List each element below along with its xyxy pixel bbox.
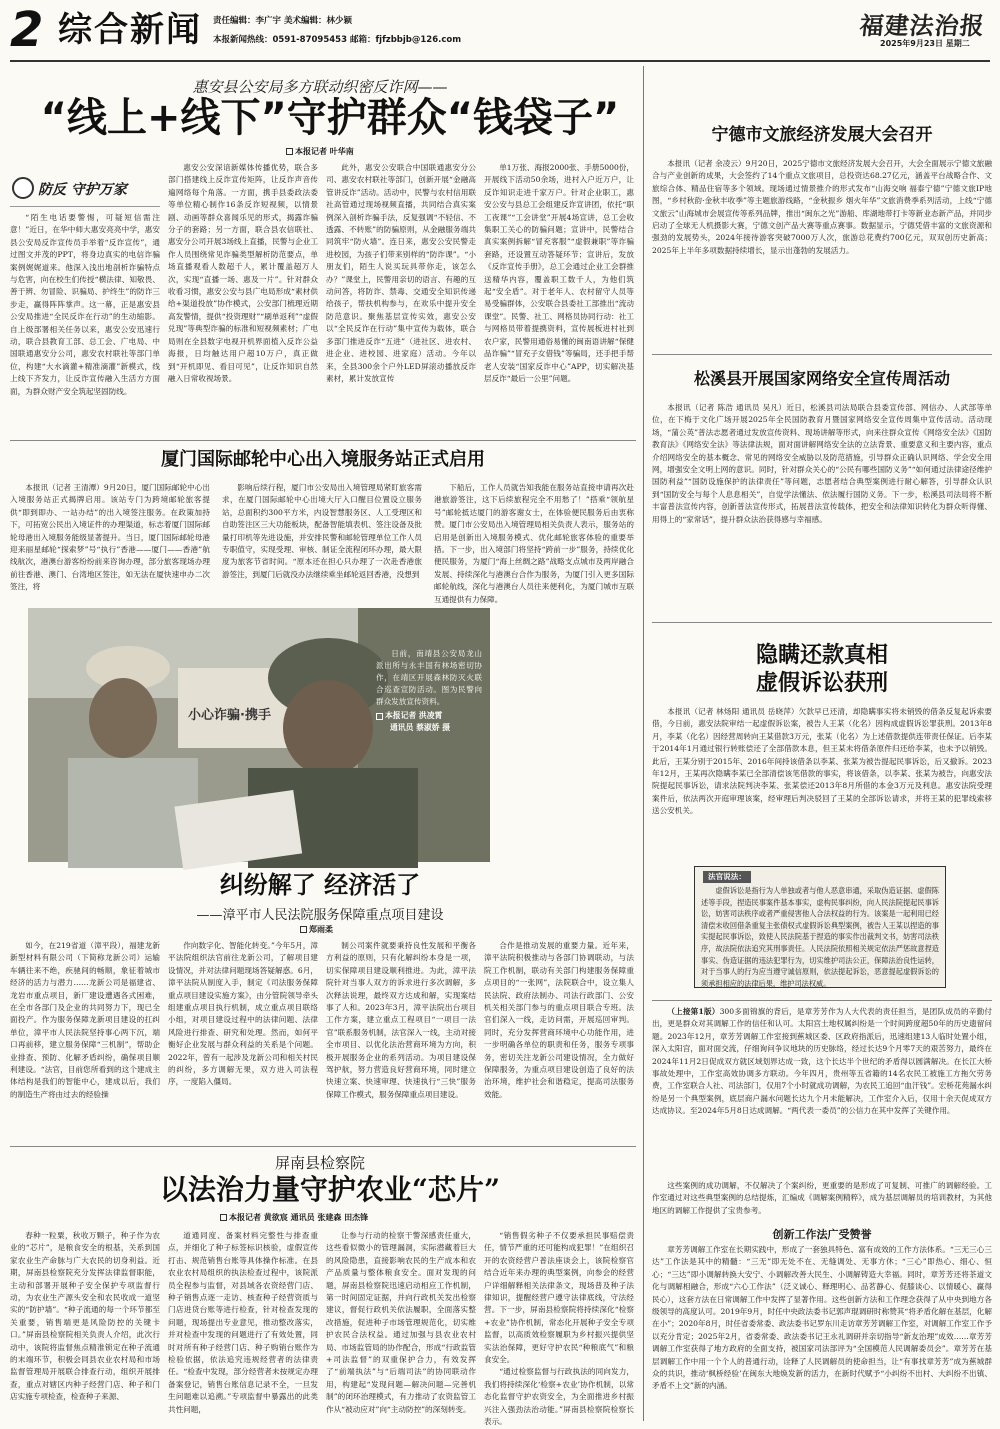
procuratorate-column-2 (168, 1230, 318, 1420)
judge-tip-label: 法官说法： (703, 871, 751, 883)
photo-credit-1 (376, 710, 482, 722)
continued-col1-text: 300多面锦旗的背后，是章芳芳作为人大代表的责任担当，是团队成员的辛勤付出，更是群众对其调解工作的信任和认可。太阳宫土地权属纠纷是一个时间跨度超50年的历史遗留问题。2023年12月，章芳芳调解工作室接到蕉城区委、区政府指派后，迅速组建13人临时处置小组，深入太阳宫，面对面交流，仔细询问争议地块的历史脉络，经过长达9个月零7天的艰苦努力，最终在2024年11月2日促成双方就区域划界达成一致，这个长达半个世纪的矛盾得以圆满解决。在长江大桥事故处理中，工作室高效协调多方联动。今年四月，贵州等五省籍的14名农民工被施工方拖欠劳务费，工作室联合人社、司法部门，仅用7个小时就成功调解，为农民工追回“血汗钱”。宏桥花苑漏水纠纷是另一个典型案例，底层商户漏水问题长达九个月未能解决，工作室介入后，仅用十余天促成双方达成协议。至2024年5月8日达成调解。“两代表一委员”的公信力在其中发挥了关键作用。 (652, 1007, 992, 1116)
photo-caption: 日前，南靖县公安局龙山派出所与永丰国有林场密切协作，在靖区开展森林防灭火联合巡查宣防活动。图为民警向群众发放宣传资料。 (376, 649, 482, 706)
right-rule-1 (652, 354, 992, 355)
judge-tip-text: 虚假诉讼是指行为人单独或者与他人恶意串通，采取伪造证据、虚假陈述等手段，捏造民事案件基本事实，虚构民事纠纷，向人民法院提起民事诉讼，妨害司法秩序或者严重侵害他人合法权益的行为。该案是一起利用已经清偿未收回借条重复主张债权式虚假诉讼典型案例，被告人王某以捏造的事实提起民事诉讼，致使人民法院基于捏造的事实作出裁判文书，妨害司法秩序，故法院依法追究其刑事责任。人民法院依照相关规定依法严惩故意捏造事实、伪造证据的违法犯罪行为，切实维护司法公正，保障法治良性运转，对于当事人的行为应当遵守诚信原则，依法提起诉讼，恶意提起虚假诉讼的须承担相应的法律后果，维护司法权威。 (701, 886, 939, 988)
continued-column-2 (652, 1180, 992, 1218)
court-column-1 (10, 940, 160, 1138)
xiamen-col2-text: 影响后续行程，厦门市公安局出入境管理局紧盯旅客需求，在厦门国际邮轮中心出境大厅入口醒目位置设立服务站，总面积约300平方米，内设智慧服务区、人工受理区和自助签注区三大功能板块，配备智能填表机、签注设备及批量打印机等先进设施，并安排民警和邮轮管理单位工作人员专职值守，实现受理、审核、制证全流程闭环办理，最大限度为旅客节省时间。“原本还在担心只办理了一次赴香港旅游签注，到厦门后就没办法继续乘坐邮轮返回香港，没想到 (222, 483, 422, 579)
songxi-headline: 松溪县开展国家网络安全宣传周活动 (693, 369, 950, 388)
lead-column-3 (326, 162, 476, 434)
byline-box-icon (286, 148, 293, 155)
court-column-3 (326, 940, 476, 1138)
court-col4-text: 合作是推动发展的重要力量。近年来，漳平法院积极推动与各部门协调联动，与法院工作机制，联动有关部门构建服务保障重点项目的“一张网”，法院联合中，设立集人民法院、政府法制办、司法行政部门、公安机关相关部门参与的重点项目联合专班。法官们深入一线，走访问需，开展巡回审判。同时，充分发挥营商环境中心功能作用，进一步明确各单位的职责和任务，服务专项事务，密切关注龙新公司建设情况，全力做好保障服务，为重点项目建设创造了良好的法治环境，维护社会和谐稳定，提高司法服务效能。 (484, 941, 634, 1099)
court-byline (300, 924, 333, 935)
ningde-body-text: 本报讯（记者 余凌云）9月20日，2025宁德市文旅经济发展大会召开，大会全面展示宁德文旅融合与产业创新的成果，大会签约了14个重点文旅项目，总投资达68.27亿元，涵盖平台战略合作、文旅综合体、精品住宿等多个领域。现场通过情景推介的形式发布“山海交响 福泰宁德”宁德文旅IP地图，“乡村秋韵·金秋丰收季”等主题旅游线路，“金秋振乡 烟火年华”文旅消费季系列活动，上线“宁德文旅云”山海城市会展宣传等系列品牌，推出“闽东之光”游船、库湖地带打卡等新业态新产品，并同步启动了全球无人机摄影大赛，宁德文创产品大赛等重点赛事。数据显示，宁德凭借丰富的文旅资源和强劲的发展势头，2024年接待游客突破7000万人次，旅游总花费约700亿元，双双创历史新高；2025年上半年多项数据持续增长，显示出蓬勃的发展活力。 (652, 159, 992, 255)
court-col2-text: 作向数字化、智能化转变。”今年5月，漳平法院组织法官前往龙新公司，了解项目建设情况，并对法律问题现场答疑解惑。6月，漳平法院从制度入手，制定《司法服务保障重点项目建设实施方案》，由分管院领导牵头组建重点项目执行机制，成立重点项目联络小组，对项目建设过程中的法律问题、法律风险进行排查、研究和处理。然而，如何平衡好企业发展与群众利益的关系是个问题。2022年，曾有一起涉及龙新公司和相关村民的纠纷，多方调解无果，双方进入司法程序，一度陷入僵局。 (168, 941, 318, 1087)
news-photo (28, 608, 490, 862)
procuratorate-col1-text: 春种一粒粟，秋收万颗子，种子作为农业的“芯片”，是粮食安全的根基，关系到国家农业生产命脉与广大农民的切身利益。近期，屏南县检察院充分发挥法律监督职能，主动和部署开展种子安全保护专项监督行动，为农业生产源头安全和农民收成一道坚实的“防护墙”。“种子流通的每一个环节都至关重要，销售端更是风险防控的关键卡口。”屏南县检察院相关负责人介绍，此次行动中，该院将监督焦点精准锁定在种子流通的末端环节，积极会同县农业农村局和市场监督管理局开展联合排查行动，组织开展排查，重点对辖区内种子经营门店、种子和门店实施专项检查，检查种子来源、 (10, 1231, 160, 1402)
continued-column-3 (652, 1244, 992, 1420)
court-col3-text: 制公司案件就要秉持良性发展和平衡各方利益的原则，只有化解纠纷本身是一项，切实保障项目建设顺利推进。为此，漳平法院针对当事人双方的诉求进行多次调解，多次释法说理，最终双方达成和解，实现案结事了人和。2023年3月，漳平法院出台项目工作方案，建立重点工程项目“一项目一法官”联系服务机制，法官深入一线，主动对接全市项目、以优化法治营商环境为方向，积极开展服务企业的系列活动。为项目建设保驾护航，努力营造良好营商环境，同时建立快速立案、快速审理、快速执行“三快”服务保障工作模式，服务保障重点项目建设。 (326, 941, 476, 1099)
masthead (0, 0, 1000, 62)
xiamen-column-3 (434, 482, 634, 604)
anti-fraud-logo-icon (12, 177, 34, 199)
xiamen-rule (10, 440, 636, 441)
court-col1-text: 如今，在219省道（漳平段），福建龙新新型材料有限公司（下简称龙新公司）运输车辆往来不绝，疾驰间的畅顺，象征着城市经济的活力与潜力……龙新公司是福建省、龙岩市重点项目，新厂建设遭遇各式困难，在全市各部门及企业的共同努力下，现已全面投产。作为服务保障龙新项目建设的扛纠单位，漳平市人民法院坚持事心两下沉，端口再前移，建立服务保障“三机制”，帮助企业排查、预防、化解矛盾纠纷，确保项目顺利建设。“法官，目前您所看到的这个建成主体结构是我们的智能中心，建成以后，我们的制造生产将由过去的经验操 (10, 941, 160, 1099)
lead-col4-text: 单1万张、海报2000张、手册5000份，开展线下活动50余场，进村入户近万户，让反诈知识走进千家万户。针对企业职工，惠安公安与县总工会组建反诈宣讲团，依托“职工夜课”“工会讲堂”开展4场宣讲，总工会收集职工关心的防骗问题；宣讲中，民警结合真实案例拆解“冒充客服”“虚假兼职”等诈骗套路，还设置互动答疑环节；宣讲后，发放《反诈宣传手册》，总工会通过企业工会群推送精华内容，覆盖职工数千人，为他们筑起“安全盾”。对于老年人、农村留守人员等易受骗群体，公安联合县委社工部推出“流动课堂”。民警、社工、网格员协同行动：社工与网格员带着提携资料，宣传展板进村社到农户家，民警用通俗易懂的闽南语讲解“保健品诈骗”“冒充子女借钱”等骗局，还手把手帮老人安装“国家反诈中心”APP，切实解决基层反诈“最后一公里”问题。 (484, 163, 634, 383)
vertical-divider (643, 66, 644, 1421)
continued-col3-text: 章芳芳调解工作室在长期实践中，形成了一套独具特色、富有成效的工作方法体系。“三无三心三达”工作法是其中的精髓：“三无”即无处不在、无缝调处、无事方休；“三心”即热心、细心、恒心；“三达”即小调解转换大安宁、小调解改善大民生、小调解铸造大幸福。同时，章芳芳还将茶道文化与调解相融合，形成“六心工作法”（泛义诚心、释理明心、品茗静心、促膝谈心、以情暖心、赢得民心），这套方法在日常调解工作中发挥了显著作用。这些创新方法和工作理念获得了从中央到地方各级领导的高度认可。2019年9月，时任中央政法委书记郭声琨调研时称赞其“将矛盾化解在基层，化解在小”；2020年8月，时任省委常委、政法委书记罗东川走访章芳芳调解工作室，对调解工作室工作予以充分肯定；2025年2月，省委常委、政法委书记王永礼调研并亲切指导“新友治理”成效……章芳芳调解工作室获得了地方政府的全面支持，被国家司法部评为“全国模范人民调解委员会”。章芳芳在基层调解工作中用一个个人的普通行动，诠释了人民调解员的使命担当，让“有事找章芳芳”成为蕉城群众的共识，推动‘枫桥经验’在闽东大地焕发新的活力，在新时代赋予“小纠纷不出村、大纠纷不出镇、矛盾不上交”新的内涵。 (652, 1245, 992, 1391)
procuratorate-kicker: 屏南县检察院 (274, 1154, 365, 1172)
byline-box-icon (300, 926, 307, 933)
lead-column-1 (10, 212, 160, 434)
court-byline-text: 郑雨柔 (309, 925, 333, 934)
byline-box-icon (220, 1214, 227, 1221)
anti-fraud-logo (10, 175, 160, 207)
page-number: 2 (10, 2, 44, 58)
lead-column-2 (168, 162, 318, 434)
photo-sign-text: 小心诈骗·携手 (188, 708, 271, 723)
lead-col3-text: 此外，惠安公安联合中国联通惠安分公司、惠安农村联社等部门，创新开展“金融高管讲反诈”活动。活动中，民警与农村信用联社高管通过现场视频直播，共同结合真实案例深入剖析诈骗手法，反复强调“不轻信、不透露、不转账”的防骗原则，从金融服务端共同筑牢“防火墙”。连日来，惠安公安民警走进校园，为孩子们带来别样的“防诈课”。“小朋友们，陌生人说买玩具带你走，该怎么办？”课堂上，民警用亲切的语言、有趣的互动问答，将防诈、禁毒、交通安全知识传递给孩子，帮扶机构参与，在欢乐中提升安全防范意识。聚焦基层宣传实效，惠安公安以“全民反诈在行动”集中宣传为载体，联合多部门推进反诈“五进”（进社区、进农村、进企业、进校园、进家庭）活动。今年以来，全县300余个户外LED屏滚动播放反诈素材，累计发放宣传 (326, 163, 476, 383)
judge-tip-body (701, 885, 939, 988)
procuratorate-column-4 (484, 1230, 634, 1427)
xiamen-column-1 (10, 482, 210, 594)
lead-col1-text: “陌生电话要警惕，可疑短信需注意！”近日，在华中师大惠安亮亮中学，惠安县公安局反诈宣传员手举着“反诈宣传”，通过图文并茂的PPT，将身边真实的电信诈骗案例娓娓道来。他深入浅出地剖析诈骗特点与危害，向在校生们传授“横法律、知敬畏、善于辨、勿冒险、识骗局、护终生”的防诈三步走，赢得阵阵掌声。这一幕，正是惠安县公安局推进“全民反诈在行动”的生动缩影。自上级部署相关任务以来，惠安公安迅速行动，联合县教育工部、总工会、广电局、中国联通惠安分公司，惠安农村联社等部门单位，构建“大水滴灌+精准滴灌”新模式，线上线下齐发力，让反诈宣传融入生活方方面面，为群众财产安全筑起坚固防线。 (10, 213, 160, 396)
anti-fraud-logo-text: 防反 守护万家 (38, 182, 127, 198)
court-column-4 (484, 940, 634, 1138)
procuratorate-col3-text: 让参与行动的检察干警深感责任重大，这些看似微小的管理漏洞，实际潜藏着巨大的风险隐患，直接影响农民的生产成本和农产品质量与整体粮食安全。面对发现的问题，屏南县检察院迅速启动相应工作机制，第一时间固定证据，并向行政机关发出检察建议，督促行政机关依法履职，全面落实整改措施，促进种子市场管理规范化，切实维护农民合法权益。通过加强与县农业农村局、市场监管局的协作配合，形成“行政监管+司法监督”的双重保护合力，有效发挥了“前端执法”与“后端司法”的协同联动作用，构建起“发现问题—解决问题—完善机制”的闭环治理模式，有力推动了农资监管工作从“被动应对”向“主动防控”的深刻转变。 (326, 1231, 476, 1414)
photo-credit-2: 通讯员 蔡淑娇 摄 (390, 723, 451, 732)
court-column-2 (168, 940, 318, 1138)
procuratorate-column-1 (10, 1230, 160, 1420)
judge-tip-box (694, 866, 946, 988)
songxi-body-text: 本报讯（记者 陈浩 通讯员 吴凡）近日，松溪县司法局联合县委宣传部、网信办、人武部等单位，在下梅于文化广场开展2025年全民国防教育月暨国家网络安全宣传周集中宣传活动。活动现场，“蒲公英”普法志愿者通过发放宣传资料、现场讲解等形式，向来往群众宣传《网络安全法》《国防教育法》《网络安全法》等法律法规，面对面讲解网络安全法的立法背景、重要意义和主要内容，重点介绍网络安全的基本概念、常见的网络安全威胁以及防范措施，引导群众正确认识网络、学会安全用网，增强安全文明上网的意识。同时，针对群众关心的“公民有哪些国防义务”“如何通过法律途径维护国防利益”“国防设施保护的法律责任”等问题，志愿者结合典型案例进行耐心解答，引导群众认识到“国防安全与每个人息息相关”，自觉学法懂法、依法履行国防义务。下一步，松溪县司法局将不断丰富普法宣传内容，创新普法宣传形式，拓展普法宣传载体，把安全和法律知识转化为群众听得懂、用得上的“家常话”，提升群众法治获得感与幸福感。 (652, 403, 992, 524)
procuratorate-byline (220, 1212, 368, 1223)
fraud-body-text: 本报讯（记者 林炀阳 通讯员 岳晓萍）欠款早已还清，却隐瞒事实将未销毁的借条反复起诉索要借，今日前，惠安法院审结一起虚假诉讼案，被告人王某（化名）因构成虚假诉讼罪获刑。2013年8月，李某（化名）因经营周转向王某借款3万元，张某（化名）为上述借款提供连带责任保证。后李某于2014年1月通过银行转账偿还了全部借款本息，但王某未将借条原件归还给李某，也未予以销毁。此后，王某分别于2015年、2016年间持该借条以李某、张某为被告提起民事诉讼，后又撤诉。2023年12月，王某再次隐瞒李某已全部清偿该笔借款的事实，将该借条，以李某、张某为被告，向惠安法院提起民事诉讼，请求法院判决李某、张某偿还2013年8月所借的本金3万元及利息。惠安法院受理案件后，依法两次开庭审理该案，经审理后判决驳回了王某的全部诉讼请求，并将王某的犯罪线索移送公安机关。 (652, 707, 992, 816)
xiamen-headline: 厦门国际邮轮中心出入境服务站正式启用 (161, 449, 485, 470)
continued-col2-text: 这些案例的成功调解，不仅解决了个案纠纷，更重要的是形成了可复制、可推广的调解经验。工作室通过对这些典型案例的总结提炼，汇编成《调解案例精粹》，成为基层调解员的培训教材，为其他地区的调解工作提供了宝贵参考。 (652, 1181, 992, 1215)
ningde-headline: 宁德市文旅经济发展大会召开 (711, 125, 933, 145)
procuratorate-byline-text: 本报记者 黄欲宸 通讯员 张建森 田杰锋 (229, 1213, 369, 1222)
photo-caption-box (376, 648, 482, 734)
fraud-headline-1: 隐瞒还款真相 (755, 642, 888, 668)
xiamen-col3-text: 下船后，工作人员就告知我能在服务站直接申请再次赴港旅游签注，这下后续旅程完全不用愁了！”搭乘“领航星号”邮轮抵达厦门的游客谢女士，在体验便民服务后由衷称赞。厦门市公安局出入境管理局相关负责人表示，服务站的启用是创新出入境服务模式、优化邮轮旅客体验的重要举措。下一步，出入境部门将坚持“跨前一步”服务，持续优化便民服务，为厦门“海上丝绸之路”战略支点城市及两岸融合发展、持续深化与港澳台合作为服务，为厦门引入更多国际邮轮航线，深化与港澳台人员往来便利化，为厦门城市互联互通提供有力保障。 (434, 483, 634, 604)
right-rule-2 (652, 622, 992, 623)
credit-box-icon (376, 713, 383, 720)
paper-name-logo: 福建法治报 (858, 11, 987, 40)
continued-subhead: 创新工作法广受赞誉 (772, 1228, 872, 1241)
procuratorate-rule (10, 1146, 636, 1147)
masthead-rule (10, 60, 990, 62)
continued-column-1 (652, 1006, 992, 1180)
masthead-date: 2025年9月23日 星期二 (880, 39, 970, 48)
photo-graphic (28, 608, 490, 862)
lead-headline: “线上+线下”守护群众“钱袋子” (40, 95, 620, 141)
fraud-body (652, 706, 992, 860)
procuratorate-col4-text: “销售假劣种子不仅要承担民事赔偿责任，情节严重的还可能构成犯罪！”在组织召开的农资经营户普法座谈会上，该院检察官结合近年来办理的典型案例，向参会的经营户详细解释相关法律条文，现场普及种子法律知识，提醒经营户遵守法律底线，守法经营。下一步，屏南县检察院将持续深化“检察+农业”协作机制，常态化开展种子安全专项监督，以高质效检察履职为乡村振兴提供坚实法治保障，更好守护农民“种粮底气”和粮食安全。 (484, 1231, 634, 1365)
lead-byline (286, 146, 354, 157)
lead-col2-text: 惠安公安深谙新媒体传播优势，联合多部门搭建线上反诈宣传矩阵，让反诈声音传遍网络每个角落。一方面，携手县委政法委等单位精心制作16条反诈短视频，以情景剧、动画等群众喜闻乐见的形式，揭露诈骗分子的套路；另一方面，联合县农信联社、惠安分公司开展3场线上直播，民警与企业工作人员围绕常见诈骗类型解析防范要点，单场直播观看人数超千人，累计覆盖超万人次，实现“直播一场、惠及一片”。针对群众收看习惯，惠安公安与县广电局形成“素材供给+渠道投放”协作模式，公安部门梳理近期高发警情，提供“投资理财”“刷单返利”“虚假兑现”等典型诈骗的标准和短视频素材；广电局则在全县数字电视开机界面植入反诈公益海报，日均触达用户超10万户，真正做到“开机即见、看目可见”，让反诈知识自然融入日常收视场景。 (168, 163, 318, 383)
lead-kicker: 惠安县公安局多方联动织密反诈网—— (192, 78, 448, 96)
procuratorate-col5-text: “通过检察监督与行政执法的同向发力，我们将持续深化‘检察+农业’协作机制，以常态化监督守护农资安全，为全面推进乡村振兴注入强劲法治动能。”屏南县检察院检察长表示。 (484, 1367, 634, 1427)
masthead-hotline: 本报新闻热线：0591-87095453 邮箱：fjfzbbjb@126.com (213, 35, 462, 45)
procuratorate-column-3 (326, 1230, 476, 1420)
lead-column-4 (484, 162, 634, 434)
photo-credit-1-text: 本报记者 洪凌霄 (385, 711, 443, 720)
xiamen-column-2 (222, 482, 422, 594)
ningde-body (652, 158, 992, 332)
court-subhead: ——漳平市人民法院服务保障重点项目建设 (196, 908, 444, 923)
xiamen-col1-text: 本报讯（记者 王清潭）9月20日，厦门国际邮轮中心出入境服务站正式揭牌启用。该站专门为跨境邮轮旅客提供“即到即办、一站办结”的出入境签注服务。在政策加持下，可拓宽公民出入境证件的办理渠道，标志着厦门国际邮轮母港出入境服务能级显著提升。当日，厦门国际邮轮母港迎来丽星邮轮“探索梦”号“执行”香港——厦门——香港”航线航次，港澳台游客纷纷前来咨询办理，部分旅客现场办理前往香港、澳门、台湾地区签注，如无法在厦快速申办二次签注，将 (10, 483, 210, 592)
fraud-headline-2: 虚假诉讼获刑 (755, 670, 888, 696)
masthead-editors: 责任编辑：李广宇 美术编辑：林少颖 (213, 16, 352, 26)
right-rule-3 (652, 1000, 992, 1001)
songxi-body (652, 402, 992, 576)
procuratorate-headline: 以法治力量守护农业“芯片” (159, 1173, 501, 1206)
section-title: 综合新闻 (58, 10, 202, 50)
lead-byline-text: 本报记者 叶华南 (295, 147, 354, 156)
procuratorate-col2-text: 道通同度、备案材料完整性与排查重点，并细化了种子标签标识核验，虚假宣传打击、规范销售台账等具体操作标准。在县农业农村局组织的执法检查过程中，该院派员全程参与监督，对县域各农资经营门店、种子销售点逐一走访、核查种子经营资质与门店进货台账等进行检查，针对检查发现的问题，现场提出专业意见，推动整改落实，并对检查中发现的问题进行了有效处置，同时对所有种子经营门店、种子购销台账作为检验依据，依法追究违规经营者的法律责任。“检查中发现，部分经营者未按规定办理备案登记，销售台账信息记录不全，一旦发生问题难以追溯。”专项监督中暴露出的此类共性问题， (168, 1231, 318, 1414)
continued-lead: （上接第1版） (667, 1007, 720, 1016)
court-headline: 纠纷解了 经济活了 (219, 870, 421, 899)
